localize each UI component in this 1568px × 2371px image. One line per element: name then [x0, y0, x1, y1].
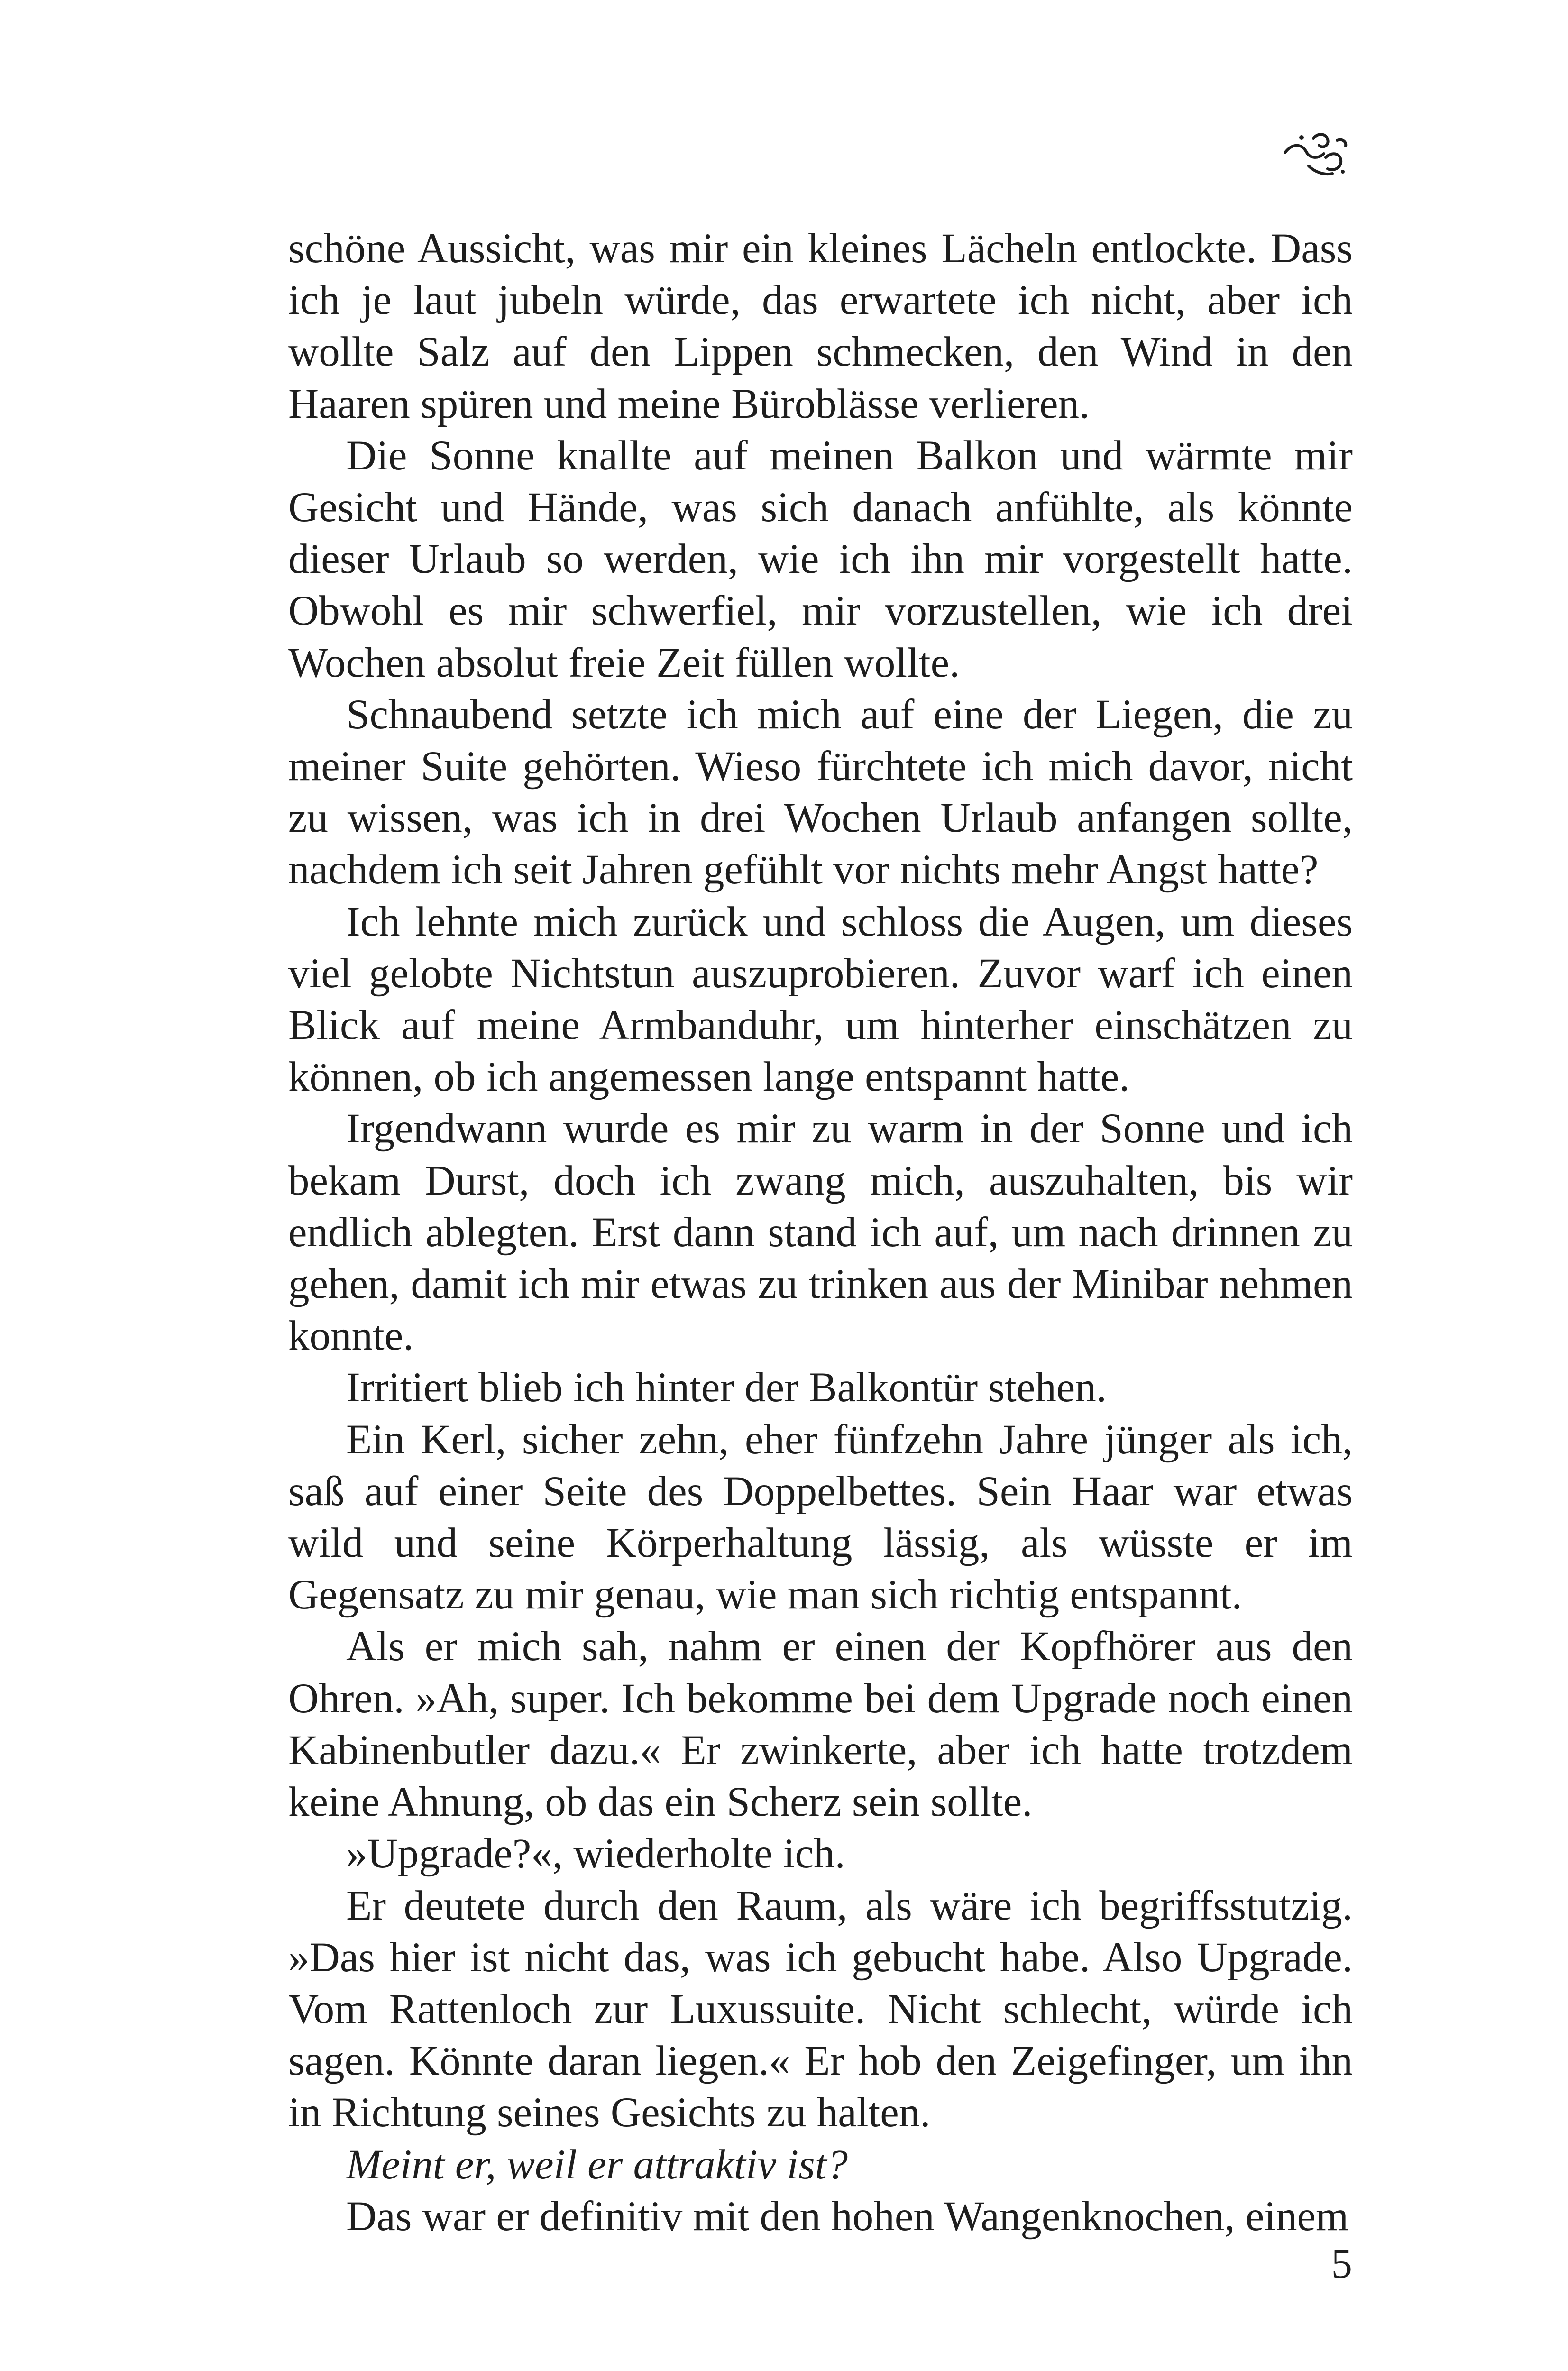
paragraph: »Upgrade?«, wiederholte ich. — [346, 1830, 845, 1877]
paragraph: schöne Aussicht, was mir ein kleines Lächeln entlockte. Dass ich je laut jubeln würde, das erwartete ich nicht, aber ich wollte Salz auf den Lippen schmecken, den Wind in den Haaren spüren und meine Büroblässe verlieren. — [288, 225, 1353, 427]
paragraph: Die Sonne knallte auf meinen Balkon und wärmte mir Gesicht und Hände, was sich danach anfühlte, als könnte dieser Urlaub so werden, wie ich ihn mir vorgestellt hatte. Obwohl es mir schwerfiel, mir vorzustellen, wie ich drei Wochen absolut freie Zeit füllen wollte. — [288, 432, 1353, 686]
paragraph: Schnaubend setzte ich mich auf eine der Liegen, die zu meiner Suite gehörten. Wieso fürchtete ich mich davor, nicht zu wissen, was ich in drei Wochen Urlaub anfangen sollte, nachdem ich seit Jahren gefühlt vor nichts mehr Angst hatte? — [288, 691, 1353, 893]
paragraph: Ein Kerl, sicher zehn, eher fünfzehn Jahre jünger als ich, saß auf einer Seite des Doppelbettes. Sein Haar war etwas wild und seine Körperhaltung lässig, als wüsste er im Gegensatz zu mir genau, wie man sich richtig entspannt. — [288, 1416, 1353, 1618]
decorative-flourish-icon — [1280, 124, 1351, 181]
paragraph: Irgendwann wurde es mir zu warm in der Sonne und ich bekam Durst, doch ich zwang mich, auszuhalten, bis wir endlich ablegten. Erst dann stand ich auf, um nach drinnen zu gehen, damit ich mir etwas zu trinken aus der Minibar nehmen konnte. — [288, 1105, 1353, 1360]
paragraph: Er deutete durch den Raum, als wäre ich begriffsstutzig. »Das hier ist nicht das, was ich gebucht habe. Also Upgrade. Vom Rattenloch zur Luxussuite. Nicht schlecht, würde ich sagen. Könnte daran liegen.« Er hob den Zeigefinger, um ihn in Richtung seines Gesichts zu halten. — [288, 1882, 1353, 2136]
page-number: 5 — [1331, 2241, 1352, 2287]
body-text — [288, 223, 1353, 2242]
paragraph: Irritiert blieb ich hinter der Balkontür stehen. — [346, 1364, 1107, 1411]
paragraph: Als er mich sah, nahm er einen der Kopfhörer aus den Ohren. »Ah, super. Ich bekomme bei dem Upgrade noch einen Kabinenbutler dazu.« Er zwinkerte, aber ich hatte trotzdem keine Ahnung, ob das ein Scherz sein sollte. — [288, 1623, 1353, 1826]
paragraph: Das war er definitiv mit den hohen Wangenknochen, einem — [346, 2193, 1349, 2240]
italic-thought: Meint er, weil er attraktiv ist? — [346, 2141, 848, 2188]
paragraph: Ich lehnte mich zurück und schloss die Augen, um dieses viel gelobte Nichtstun auszuprobieren. Zuvor warf ich einen Blick auf meine Armbanduhr, um hinterher einschätzen zu können, ob ich angemessen lange entspannt hatte. — [288, 898, 1353, 1101]
